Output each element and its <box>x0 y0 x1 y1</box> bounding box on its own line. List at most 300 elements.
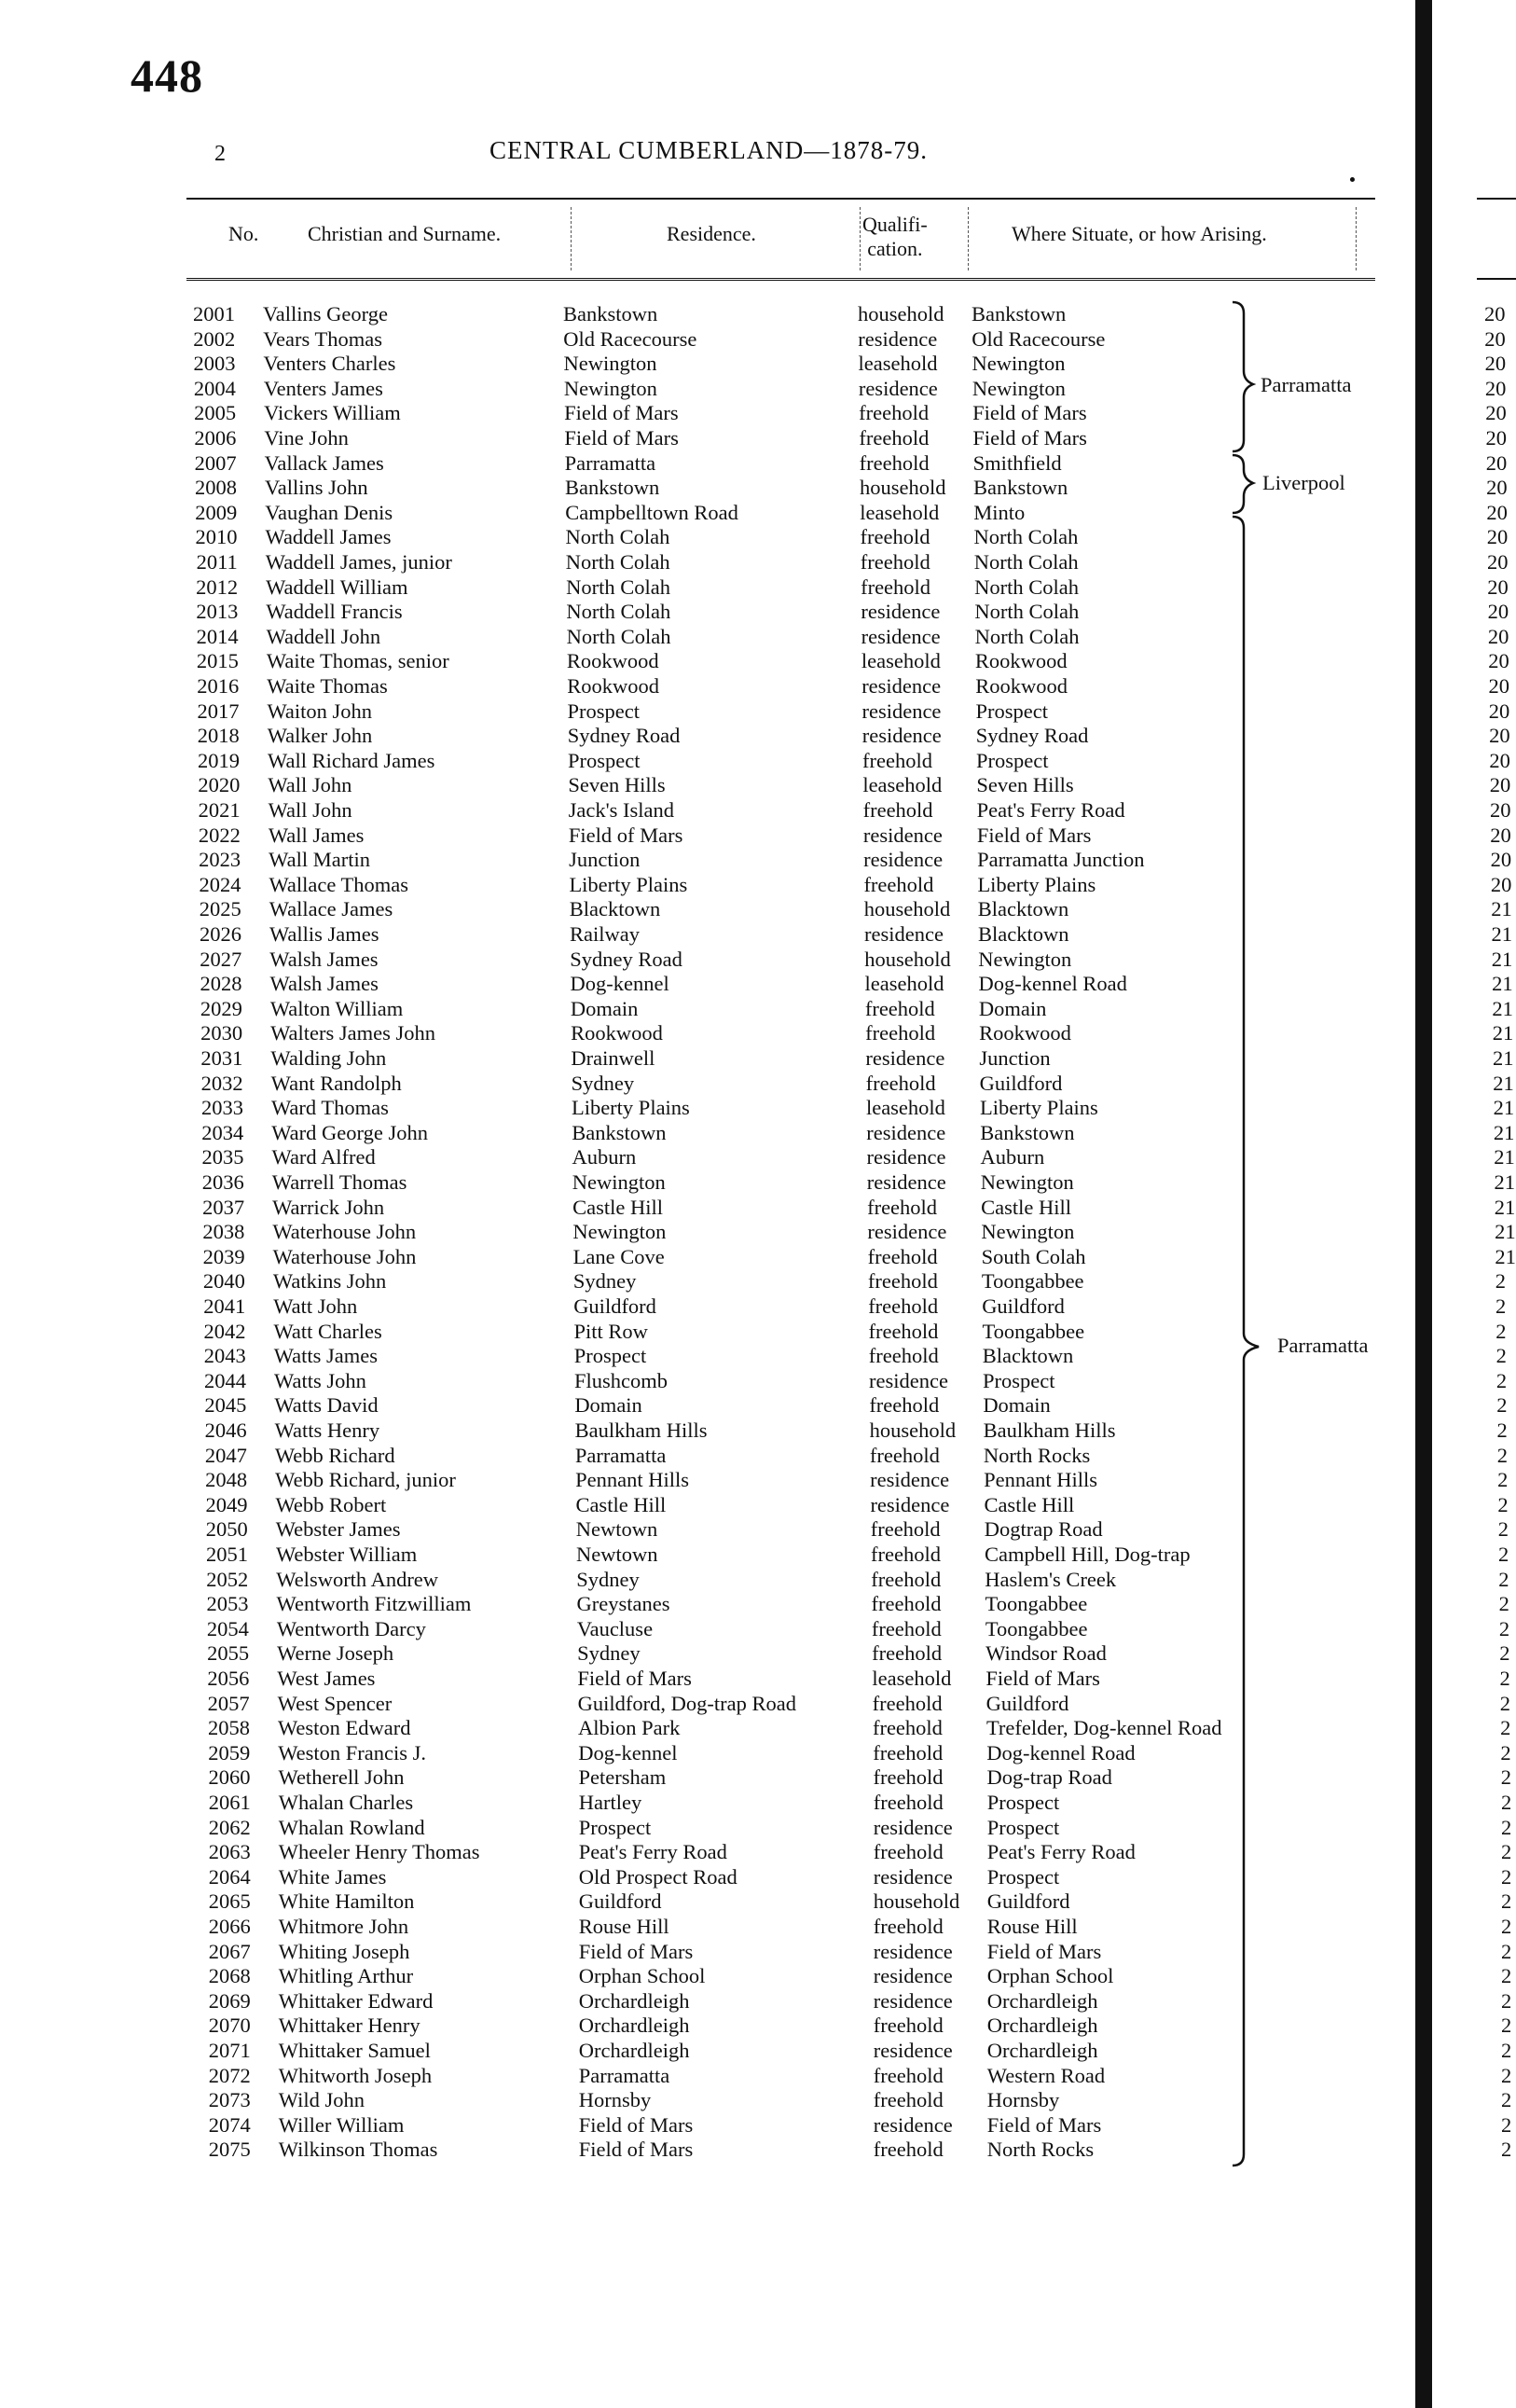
entry-where: Windsor Road <box>985 1641 1107 1666</box>
adjacent-entry-number: 21 <box>1493 1046 1514 1070</box>
entry-where: Toongabbee <box>982 1319 1085 1343</box>
entry-number: 2041 <box>203 1294 246 1318</box>
entry-name: Wetherell John <box>278 1765 405 1790</box>
entry-where: Auburn <box>980 1145 1045 1169</box>
entry-where: Rouse Hill <box>986 1915 1078 1938</box>
entry-qualification: residence <box>861 724 942 748</box>
entry-number: 2060 <box>208 1765 251 1790</box>
entry-where: Field of Mars <box>986 1939 1102 1963</box>
entry-residence: Newtown <box>576 1543 658 1566</box>
entry-name: Wentworth Fitzwilliam <box>276 1592 472 1616</box>
entry-number: 2002 <box>193 326 236 351</box>
entry-name: Weston Edward <box>277 1716 411 1740</box>
entry-residence: Old Racecourse <box>563 326 697 351</box>
entry-name: White Hamilton <box>278 1889 415 1914</box>
adjacent-entry-number: 2 <box>1501 2014 1512 2038</box>
entry-qualification: residence <box>867 1220 947 1244</box>
adjacent-entry-number: 21 <box>1491 897 1512 921</box>
entry-where: Toongabbee <box>985 1616 1088 1640</box>
entry-where: Field of Mars <box>985 1667 1100 1690</box>
entry-residence: Guildford <box>573 1294 656 1318</box>
entry-qualification: freehold <box>865 1071 936 1095</box>
entry-qualification: freehold <box>873 1840 944 1864</box>
entry-where: Bankstown <box>972 302 1067 325</box>
entry-name: West James <box>277 1667 376 1690</box>
table-row <box>0 575 1417 601</box>
entry-where: Newington <box>978 947 1072 971</box>
entry-number: 2048 <box>205 1468 248 1492</box>
adjacent-entry-number: 2 <box>1498 1616 1510 1640</box>
adjacent-entry-number: 2 <box>1501 2088 1512 2112</box>
entry-where: Baulkham Hills <box>983 1419 1116 1442</box>
entry-qualification: freehold <box>871 1543 941 1566</box>
entry-number: 2001 <box>193 302 235 325</box>
entry-qualification: freehold <box>873 1915 944 1938</box>
entry-name: Walsh James <box>269 972 379 996</box>
adjacent-entry-number: 21 <box>1491 922 1512 946</box>
entry-where: Pennant Hills <box>984 1468 1098 1492</box>
entry-residence: Liberty Plains <box>569 872 688 896</box>
entry-number: 2023 <box>199 848 241 872</box>
table-row <box>0 972 1417 997</box>
entry-name: Whittaker Edward <box>278 1988 434 2013</box>
entry-qualification: residence <box>873 1815 953 1839</box>
entry-name: Wilkinson Thomas <box>278 2138 438 2162</box>
table-row <box>0 1840 1417 1865</box>
entry-qualification: leasehold <box>858 352 938 376</box>
adjacent-entry-number: 2 <box>1501 1939 1512 1963</box>
entry-qualification: freehold <box>867 1244 938 1268</box>
entry-residence: Field of Mars <box>578 2138 694 2162</box>
entry-number: 2030 <box>200 1021 243 1045</box>
entry-name: Waddell William <box>266 574 408 599</box>
entry-qualification: household <box>859 476 946 500</box>
table-row <box>0 823 1417 849</box>
entry-where: Liberty Plains <box>979 1096 1098 1120</box>
entry-where: Western Road <box>986 2063 1106 2087</box>
entry-qualification: freehold <box>863 872 934 896</box>
entry-name: Walton William <box>269 996 404 1020</box>
entry-number: 2056 <box>207 1667 250 1690</box>
entry-residence: Auburn <box>572 1145 637 1169</box>
entry-name: Watts Henry <box>274 1419 380 1442</box>
entry-where: Prospect <box>986 1815 1060 1839</box>
entry-name: Willer William <box>278 2112 405 2137</box>
table-row <box>0 625 1417 650</box>
entry-residence: Field of Mars <box>564 401 679 425</box>
electorate-braces <box>1231 298 1417 2182</box>
adjacent-entry-number: 20 <box>1484 376 1507 400</box>
table-row <box>0 2064 1417 2089</box>
entry-name: Ward Thomas <box>270 1096 389 1120</box>
table-row <box>0 1145 1417 1170</box>
entry-number: 2013 <box>196 600 239 624</box>
entry-number: 2019 <box>198 748 241 772</box>
brace-label-parramatta: Parramatta <box>1261 373 1352 396</box>
table-row <box>0 798 1417 823</box>
table-row <box>0 451 1417 477</box>
entry-name: Wall Richard James <box>268 748 435 772</box>
entry-where: North Colah <box>974 600 1080 624</box>
entry-qualification: residence <box>873 1964 953 1988</box>
entry-qualification: freehold <box>873 2063 944 2087</box>
entry-where: Dogtrap Road <box>984 1517 1103 1542</box>
table-row <box>0 873 1417 898</box>
adjacent-entry-number: 20 <box>1485 426 1507 450</box>
column-header-qualification <box>862 213 928 261</box>
entry-number: 2025 <box>199 897 241 921</box>
adjacent-entry-number: 21 <box>1492 996 1513 1020</box>
entry-where: Prospect <box>983 1368 1055 1392</box>
entry-where: Rookwood <box>979 1021 1071 1045</box>
adjacent-entry-number: 2 <box>1495 1319 1507 1343</box>
table-row <box>0 401 1417 426</box>
entry-number: 2026 <box>200 922 241 946</box>
adjacent-entry-number: 2 <box>1500 1740 1511 1764</box>
adjacent-entry-number: 20 <box>1485 450 1508 475</box>
entry-name: Waite Thomas, senior <box>266 649 449 673</box>
entry-residence: Castle Hill <box>575 1492 667 1516</box>
adjacent-entry-number: 20 <box>1488 699 1510 723</box>
entry-where: Hornsby <box>986 2088 1060 2112</box>
entry-qualification: freehold <box>865 1021 936 1045</box>
entry-qualification: freehold <box>869 1393 940 1418</box>
entry-number: 2020 <box>198 773 241 797</box>
entry-name: Werne Joseph <box>277 1641 394 1666</box>
entry-residence: Sydney <box>571 1071 635 1095</box>
entry-qualification: freehold <box>872 1716 943 1740</box>
adjacent-entry-number: 21 <box>1494 1195 1516 1219</box>
entry-residence: Rookwood <box>567 674 659 698</box>
entry-name: Webster James <box>275 1517 401 1542</box>
entry-residence: Parramatta <box>574 1443 667 1467</box>
entry-where: Orchardleigh <box>986 1988 1098 2013</box>
entry-name: Vallack James <box>264 450 384 475</box>
entry-residence: Junction <box>569 848 641 872</box>
adjacent-entry-number: 2 <box>1499 1641 1510 1666</box>
adjacent-entry-number: 2 <box>1498 1567 1509 1591</box>
entry-residence: Domain <box>570 996 639 1020</box>
entry-residence: Newington <box>572 1170 666 1194</box>
entry-qualification: residence <box>861 674 942 698</box>
entry-name: Wallace Thomas <box>269 872 409 896</box>
entry-number: 2054 <box>206 1616 249 1640</box>
entry-qualification: freehold <box>867 1269 938 1294</box>
table-row <box>0 2088 1417 2113</box>
table-row <box>0 1419 1417 1444</box>
entry-number: 2040 <box>202 1269 245 1294</box>
page-number: 448 <box>131 49 203 102</box>
entry-residence: North Colah <box>566 624 671 648</box>
entry-qualification: freehold <box>867 1195 938 1219</box>
table-row <box>0 2039 1417 2064</box>
entry-where: North Rocks <box>983 1443 1091 1467</box>
entry-qualification: freehold <box>859 426 930 450</box>
entry-number: 2006 <box>194 426 237 450</box>
entry-number: 2015 <box>196 649 239 673</box>
entry-residence: Hartley <box>578 1791 642 1814</box>
entry-residence: Pitt Row <box>573 1319 648 1343</box>
column-divider <box>968 207 969 270</box>
adjacent-entry-number: 2 <box>1501 1840 1512 1864</box>
entry-number: 2062 <box>208 1815 251 1839</box>
entry-qualification: freehold <box>862 748 932 772</box>
entry-qualification: freehold <box>861 574 931 599</box>
table-row <box>0 1741 1417 1766</box>
entry-where: Prospect <box>986 1791 1060 1814</box>
entry-name: Whittaker Henry <box>278 2014 420 2038</box>
table-row <box>0 1294 1417 1320</box>
table-row <box>0 1320 1417 1345</box>
entry-where: Newington <box>981 1220 1075 1244</box>
entry-number: 2034 <box>201 1120 244 1144</box>
entry-where: Prospect <box>976 748 1049 772</box>
table-row <box>0 1369 1417 1394</box>
table-row <box>0 501 1417 526</box>
entry-number: 2028 <box>200 972 242 996</box>
entry-name: Waite Thomas <box>267 674 388 698</box>
entry-name: Watt Charles <box>273 1319 382 1343</box>
entry-qualification: residence <box>858 326 938 351</box>
adjacent-entry-number: 2 <box>1496 1393 1508 1418</box>
entry-residence: Seven Hills <box>568 773 666 797</box>
entry-residence: Sydney Road <box>570 947 682 971</box>
entry-residence: Lane Cove <box>572 1244 665 1268</box>
entry-name: Walker John <box>267 724 373 748</box>
table-row <box>0 649 1417 674</box>
entry-residence: Bankstown <box>572 1120 667 1144</box>
entry-number: 2011 <box>196 550 238 574</box>
stray-dot <box>1350 177 1355 182</box>
adjacent-entry-number: 20 <box>1486 500 1508 524</box>
entry-number: 2070 <box>208 2014 251 2038</box>
entry-where: Dog-kennel Road <box>978 972 1127 996</box>
entry-name: Waterhouse John <box>272 1220 417 1244</box>
entry-number: 2073 <box>208 2088 251 2112</box>
adjacent-entry-number: 2 <box>1501 2063 1512 2087</box>
entry-name: Whalan Charles <box>278 1791 414 1814</box>
entry-number: 2061 <box>208 1791 251 1814</box>
entry-where: Smithfield <box>972 450 1062 475</box>
entry-where: Newington <box>972 376 1066 400</box>
table-row <box>0 724 1417 749</box>
entry-qualification: household <box>873 1889 960 1914</box>
table-row <box>0 2138 1417 2163</box>
table-row <box>0 377 1417 402</box>
entry-name: Wall James <box>268 823 365 847</box>
entry-name: Wall Martin <box>269 848 370 872</box>
adjacent-entry-number: 21 <box>1493 1071 1514 1095</box>
adjacent-entry-number: 20 <box>1487 574 1509 599</box>
adjacent-entry-number: 21 <box>1495 1220 1516 1244</box>
entry-number: 2032 <box>200 1071 243 1095</box>
table-row <box>0 1121 1417 1146</box>
entry-number: 2069 <box>208 1988 251 2013</box>
adjacent-entry-number: 20 <box>1484 302 1506 325</box>
entry-name: Webb Richard <box>274 1443 395 1467</box>
entry-residence: North Colah <box>566 574 670 599</box>
entry-residence: Pennant Hills <box>575 1468 690 1492</box>
entry-qualification: freehold <box>860 525 930 549</box>
entry-number: 2063 <box>208 1840 251 1864</box>
entry-qualification: residence <box>873 1988 953 2013</box>
table-row <box>0 699 1417 725</box>
entry-name: Whiting Joseph <box>278 1939 410 1963</box>
entry-residence: Prospect <box>567 699 640 723</box>
entry-name: West Spencer <box>277 1691 393 1715</box>
table-row <box>0 1269 1417 1294</box>
entry-qualification: leasehold <box>872 1667 952 1690</box>
entry-number: 2008 <box>194 476 237 500</box>
entry-name: Ward Alfred <box>271 1145 376 1169</box>
adjacent-entry-number: 2 <box>1501 1889 1512 1914</box>
entry-residence: Rookwood <box>571 1021 663 1045</box>
column-header-no: No. <box>228 222 259 245</box>
entry-name: Waddell Francis <box>266 600 403 624</box>
entry-name: Wallis James <box>269 922 379 946</box>
entry-qualification: freehold <box>873 2014 944 2038</box>
entry-name: Wild John <box>278 2088 365 2112</box>
entry-residence: Guildford <box>578 1889 662 1914</box>
entry-qualification: residence <box>861 600 941 624</box>
entry-where: Sydney Road <box>975 724 1089 748</box>
entry-number: 2051 <box>206 1543 248 1566</box>
table-row <box>0 1393 1417 1419</box>
entry-residence: Peat's Ferry Road <box>578 1840 727 1864</box>
entry-where: South Colah <box>981 1244 1086 1268</box>
entry-number: 2016 <box>197 674 240 698</box>
entry-where: Prospect <box>986 1864 1060 1889</box>
entry-number: 2007 <box>194 450 237 475</box>
adjacent-entry-number: 2 <box>1498 1543 1509 1566</box>
table-row <box>0 1344 1417 1369</box>
table-row <box>0 1641 1417 1667</box>
entry-where: Domain <box>978 996 1047 1020</box>
adjacent-entry-number: 2 <box>1501 2039 1512 2062</box>
table-row <box>0 1791 1417 1816</box>
adjacent-entry-number: 2 <box>1499 1691 1511 1715</box>
entry-qualification: freehold <box>873 1791 944 1814</box>
entry-residence: Vaucluse <box>576 1616 654 1640</box>
entry-name: Waddell James <box>265 525 392 549</box>
running-head: CENTRAL CUMBERLAND—1878-79. <box>489 136 928 164</box>
table-row <box>0 1517 1417 1543</box>
adjacent-entry-number: 2 <box>1501 2112 1512 2137</box>
entry-number: 2031 <box>200 1046 243 1070</box>
table-row <box>0 327 1417 353</box>
entry-qualification: residence <box>866 1120 946 1144</box>
entry-where: Newington <box>972 352 1066 376</box>
entry-name: Wall John <box>268 798 352 822</box>
entry-where: Old Racecourse <box>972 326 1106 351</box>
entry-where: North Colah <box>973 550 1079 574</box>
entry-name: Waiton John <box>267 699 373 723</box>
adjacent-entry-number: 21 <box>1494 1170 1515 1194</box>
entry-number: 2068 <box>208 1964 251 1988</box>
entry-qualification: residence <box>873 1939 953 1963</box>
column-header-name: Christian and Surname. <box>308 222 502 245</box>
table-row <box>0 749 1417 774</box>
adjacent-entry-number: 2 <box>1501 1791 1512 1814</box>
entry-name: Vallins George <box>263 302 388 325</box>
table-row <box>0 550 1417 575</box>
adjacent-entry-number: 2 <box>1501 1964 1512 1988</box>
entry-where: Blacktown <box>978 922 1069 946</box>
entry-residence: Prospect <box>568 748 641 772</box>
entry-residence: Rouse Hill <box>578 1915 669 1938</box>
table-row <box>0 1940 1417 1965</box>
entry-residence: Baulkham Hills <box>574 1419 708 1442</box>
entry-qualification: freehold <box>871 1592 942 1616</box>
adjacent-entry-number: 2 <box>1501 1915 1512 1938</box>
entry-residence: Campbelltown Road <box>565 500 738 524</box>
table-row <box>0 1170 1417 1196</box>
adjacent-entry-number: 21 <box>1492 972 1513 996</box>
entry-where: Liberty Plains <box>977 872 1096 896</box>
entry-residence: Jack's Island <box>568 798 674 822</box>
entry-residence: Field of Mars <box>568 823 683 847</box>
entry-name: Whittaker Samuel <box>278 2039 431 2062</box>
entry-name: Warrick John <box>272 1195 385 1219</box>
table-row <box>0 922 1417 948</box>
entry-number: 2071 <box>208 2039 251 2062</box>
entry-where: North Colah <box>974 574 1079 599</box>
entry-where: Dog-kennel Road <box>986 1740 1136 1764</box>
adjacent-entry-number: 2 <box>1501 1988 1512 2013</box>
entry-where: Field of Mars <box>986 2112 1102 2137</box>
table-row <box>0 1667 1417 1692</box>
entry-where: Peat's Ferry Road <box>986 1840 1136 1864</box>
entry-where: Field of Mars <box>972 401 1087 425</box>
entry-number: 2033 <box>200 1096 243 1120</box>
entry-residence: Field of Mars <box>564 426 679 450</box>
table-row <box>0 997 1417 1022</box>
entry-residence: Rookwood <box>566 649 659 673</box>
entry-name: Wallace James <box>269 897 393 921</box>
entry-name: Venters James <box>263 376 383 400</box>
adjacent-entry-number: 21 <box>1493 1096 1515 1120</box>
entry-number: 2049 <box>205 1492 248 1516</box>
entry-name: Waterhouse John <box>272 1244 417 1268</box>
entry-qualification: residence <box>864 922 944 946</box>
entry-where: Junction <box>979 1046 1051 1070</box>
entry-number: 2045 <box>204 1393 247 1418</box>
entry-residence: Sydney <box>577 1641 641 1666</box>
entry-residence: Railway <box>570 922 640 946</box>
adjacent-entry-number: 20 <box>1490 798 1511 822</box>
adjacent-entry-number: 2 <box>1496 1443 1509 1467</box>
entry-qualification: freehold <box>869 1443 940 1467</box>
entry-qualification: freehold <box>873 2088 944 2112</box>
entry-number: 2057 <box>207 1691 250 1715</box>
table-row <box>0 1765 1417 1791</box>
entry-qualification: freehold <box>859 450 930 475</box>
entry-name: Wentworth Darcy <box>276 1616 426 1640</box>
entry-number: 2027 <box>200 947 242 971</box>
adjacent-entry-number: 2 <box>1495 1368 1508 1392</box>
entry-name: Welsworth Andrew <box>276 1567 439 1591</box>
brace-parramatta-1 <box>1233 302 1253 451</box>
qualification-line-2: cation. <box>867 237 923 260</box>
column-divider <box>1356 207 1357 270</box>
entry-where: Toongabbee <box>981 1269 1084 1294</box>
adjacent-entry-number: 21 <box>1494 1145 1515 1169</box>
entry-qualification: residence <box>865 1046 945 1070</box>
adjacent-entry-number: 20 <box>1487 550 1509 574</box>
entry-residence: Bankstown <box>564 476 660 500</box>
entry-name: Vine John <box>264 426 349 450</box>
entry-name: Vickers William <box>264 401 401 425</box>
